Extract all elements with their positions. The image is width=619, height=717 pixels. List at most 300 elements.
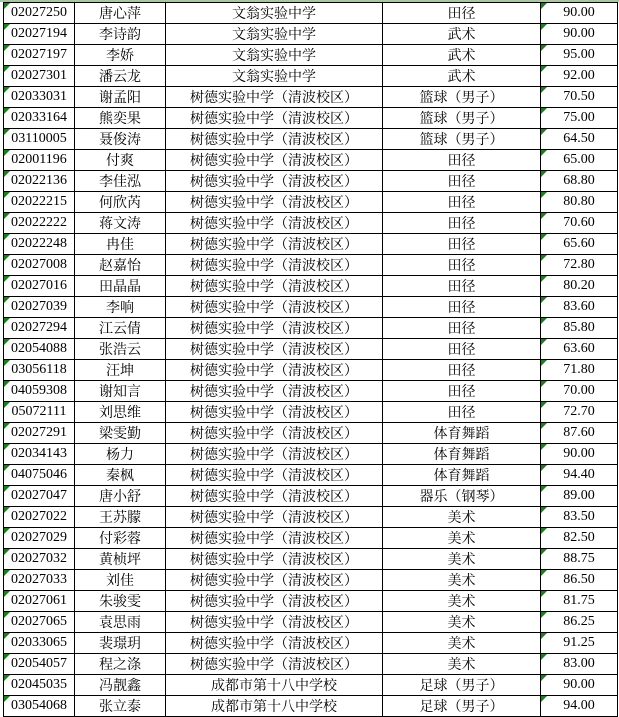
school-text: 文翁实验中学	[232, 28, 316, 43]
cell-student-name[interactable]	[75, 696, 166, 717]
cell-student-id[interactable]	[4, 444, 75, 465]
cell-score[interactable]	[541, 633, 618, 654]
table-row	[4, 150, 618, 171]
school-text: 树德实验中学（清波校区）	[190, 490, 358, 505]
results-table	[3, 2, 618, 717]
category-text: 田径	[447, 196, 476, 211]
cell-school[interactable]	[166, 633, 383, 654]
school-text: 树德实验中学（清波校区）	[190, 511, 358, 526]
cell-score[interactable]	[541, 192, 618, 213]
cell-category[interactable]	[383, 339, 541, 360]
table-body	[4, 3, 618, 717]
table-row	[4, 129, 618, 150]
table-row	[4, 423, 618, 444]
cell-student-name[interactable]	[75, 276, 166, 297]
cell-score[interactable]	[541, 423, 618, 444]
student-name-text: 唐心萍	[99, 7, 141, 22]
cell-student-name[interactable]	[75, 402, 166, 423]
student-name-text: 付爽	[106, 154, 134, 169]
cell-category[interactable]	[383, 150, 541, 171]
cell-school[interactable]	[166, 528, 383, 549]
category-text: 田径	[447, 154, 476, 169]
cell-student-id[interactable]	[4, 24, 75, 45]
cell-score[interactable]	[541, 276, 618, 297]
number-stored-as-text-indicator-icon	[4, 381, 10, 387]
cell-student-id[interactable]	[4, 654, 75, 675]
cell-school[interactable]	[166, 150, 383, 171]
number-stored-as-text-indicator-icon	[541, 45, 547, 51]
cell-score[interactable]	[541, 129, 618, 150]
cell-student-id[interactable]	[4, 66, 75, 87]
category-text: 美术	[447, 595, 476, 610]
score-text: 72.80	[563, 257, 595, 272]
student-name-text: 梁雯勤	[99, 427, 141, 442]
cell-school[interactable]	[166, 402, 383, 423]
cell-student-id[interactable]	[4, 402, 75, 423]
cell-school[interactable]	[166, 423, 383, 444]
score-text: 65.00	[563, 152, 595, 167]
cell-category[interactable]	[383, 360, 541, 381]
cell-student-id[interactable]	[4, 696, 75, 717]
number-stored-as-text-indicator-icon	[4, 213, 10, 219]
cell-student-name[interactable]	[75, 150, 166, 171]
cell-category[interactable]	[383, 570, 541, 591]
category-text: 武术	[447, 70, 476, 85]
student-name-text: 裴璟玥	[99, 637, 141, 652]
cell-student-name[interactable]	[75, 192, 166, 213]
cell-category[interactable]	[383, 549, 541, 570]
score-text: 63.60	[563, 341, 595, 356]
cell-school[interactable]	[166, 24, 383, 45]
student-id-text: 03110005	[11, 131, 67, 146]
cell-score[interactable]	[541, 528, 618, 549]
cell-score[interactable]	[541, 171, 618, 192]
cell-school[interactable]	[166, 339, 383, 360]
number-stored-as-text-indicator-icon	[4, 507, 10, 513]
cell-student-id[interactable]	[4, 87, 75, 108]
cell-score[interactable]	[541, 381, 618, 402]
cell-score[interactable]	[541, 612, 618, 633]
cell-category[interactable]	[383, 24, 541, 45]
student-id-text: 02027033	[11, 572, 67, 587]
cell-student-id[interactable]	[4, 318, 75, 339]
cell-school[interactable]	[166, 570, 383, 591]
cell-student-id[interactable]	[4, 45, 75, 66]
cell-student-id[interactable]	[4, 297, 75, 318]
cell-category[interactable]	[383, 234, 541, 255]
student-name-text: 汪坤	[106, 364, 134, 379]
number-stored-as-text-indicator-icon	[4, 339, 10, 345]
category-text: 美术	[447, 637, 476, 652]
number-stored-as-text-indicator-icon	[4, 66, 10, 72]
cell-category[interactable]	[383, 612, 541, 633]
cell-score[interactable]	[541, 24, 618, 45]
cell-category[interactable]	[383, 129, 541, 150]
cell-school[interactable]	[166, 654, 383, 675]
cell-student-name[interactable]	[75, 654, 166, 675]
number-stored-as-text-indicator-icon	[4, 276, 10, 282]
cell-category[interactable]	[383, 108, 541, 129]
cell-score[interactable]	[541, 360, 618, 381]
cell-school[interactable]	[166, 612, 383, 633]
cell-student-name[interactable]	[75, 45, 166, 66]
cell-student-name[interactable]	[75, 171, 166, 192]
student-id-text: 02022222	[11, 215, 67, 230]
cell-school[interactable]	[166, 87, 383, 108]
school-text: 树德实验中学（清波校区）	[190, 658, 358, 673]
school-text: 树德实验中学（清波校区）	[190, 196, 358, 211]
cell-category[interactable]	[383, 423, 541, 444]
school-text: 树德实验中学（清波校区）	[190, 112, 358, 127]
cell-student-id[interactable]	[4, 234, 75, 255]
school-text: 树德实验中学（清波校区）	[190, 343, 358, 358]
number-stored-as-text-indicator-icon	[4, 549, 10, 555]
cell-student-id[interactable]	[4, 150, 75, 171]
cell-student-id[interactable]	[4, 360, 75, 381]
score-text: 64.50	[563, 131, 595, 146]
cell-school[interactable]	[166, 591, 383, 612]
number-stored-as-text-indicator-icon	[4, 486, 10, 492]
cell-school[interactable]	[166, 696, 383, 717]
cell-category[interactable]	[383, 66, 541, 87]
category-text: 田径	[447, 406, 476, 421]
score-text: 68.80	[563, 173, 595, 188]
cell-school[interactable]	[166, 213, 383, 234]
number-stored-as-text-indicator-icon	[4, 234, 10, 240]
cell-student-name[interactable]	[75, 381, 166, 402]
cell-category[interactable]	[383, 318, 541, 339]
number-stored-as-text-indicator-icon	[541, 549, 547, 555]
number-stored-as-text-indicator-icon	[4, 675, 10, 681]
table-row	[4, 45, 618, 66]
number-stored-as-text-indicator-icon	[541, 213, 547, 219]
cell-score[interactable]	[541, 696, 618, 717]
cell-school[interactable]	[166, 465, 383, 486]
cell-school[interactable]	[166, 486, 383, 507]
student-id-text: 02027016	[11, 278, 67, 293]
number-stored-as-text-indicator-icon	[541, 465, 547, 471]
cell-student-id[interactable]	[4, 612, 75, 633]
table-row	[4, 276, 618, 297]
cell-student-name[interactable]	[75, 66, 166, 87]
cell-score[interactable]	[541, 255, 618, 276]
student-name-text: 唐小舒	[99, 490, 141, 505]
table-row	[4, 402, 618, 423]
score-text: 91.25	[563, 635, 595, 650]
student-name-text: 李响	[106, 301, 134, 316]
number-stored-as-text-indicator-icon	[541, 255, 547, 261]
cell-score[interactable]	[541, 108, 618, 129]
student-id-text: 02033065	[11, 635, 67, 650]
cell-student-name[interactable]	[75, 633, 166, 654]
score-text: 82.50	[563, 530, 595, 545]
cell-student-name[interactable]	[75, 528, 166, 549]
cell-student-name[interactable]	[75, 213, 166, 234]
score-text: 92.00	[563, 68, 595, 83]
number-stored-as-text-indicator-icon	[4, 696, 10, 702]
number-stored-as-text-indicator-icon	[4, 150, 10, 156]
table-row	[4, 318, 618, 339]
cell-student-id[interactable]	[4, 108, 75, 129]
student-name-text: 冯靓鑫	[99, 679, 141, 694]
student-id-text: 03054068	[11, 698, 67, 713]
cell-score[interactable]	[541, 465, 618, 486]
cell-school[interactable]	[166, 549, 383, 570]
cell-category[interactable]	[383, 3, 541, 24]
cell-student-name[interactable]	[75, 507, 166, 528]
score-text: 90.00	[563, 446, 595, 461]
number-stored-as-text-indicator-icon	[541, 3, 547, 9]
number-stored-as-text-indicator-icon	[4, 612, 10, 618]
table-row	[4, 675, 618, 696]
table-row	[4, 381, 618, 402]
number-stored-as-text-indicator-icon	[541, 486, 547, 492]
category-text: 美术	[447, 511, 476, 526]
student-id-text: 02027291	[11, 425, 67, 440]
category-text: 田径	[447, 217, 476, 232]
score-text: 80.20	[563, 278, 595, 293]
cell-student-id[interactable]	[4, 171, 75, 192]
number-stored-as-text-indicator-icon	[541, 108, 547, 114]
school-text: 树德实验中学（清波校区）	[190, 385, 358, 400]
student-id-text: 04059308	[11, 383, 67, 398]
cell-score[interactable]	[541, 66, 618, 87]
cell-category[interactable]	[383, 402, 541, 423]
school-text: 树德实验中学（清波校区）	[190, 91, 358, 106]
cell-category[interactable]	[383, 507, 541, 528]
category-text: 田径	[447, 322, 476, 337]
student-id-text: 02022136	[11, 173, 67, 188]
category-text: 体育舞蹈	[433, 469, 490, 484]
student-name-text: 李佳泓	[99, 175, 141, 190]
cell-category[interactable]	[383, 192, 541, 213]
cell-student-id[interactable]	[4, 381, 75, 402]
cell-category[interactable]	[383, 276, 541, 297]
cell-school[interactable]	[166, 675, 383, 696]
number-stored-as-text-indicator-icon	[4, 108, 10, 114]
number-stored-as-text-indicator-icon	[541, 297, 547, 303]
score-text: 70.60	[563, 215, 595, 230]
school-text: 成都市第十八中学校	[211, 700, 337, 715]
student-name-text: 潘云龙	[99, 70, 141, 85]
student-id-text: 02027047	[11, 488, 67, 503]
cell-student-name[interactable]	[75, 108, 166, 129]
cell-category[interactable]	[383, 255, 541, 276]
cell-student-name[interactable]	[75, 24, 166, 45]
score-text: 89.00	[563, 488, 595, 503]
cell-school[interactable]	[166, 297, 383, 318]
cell-student-id[interactable]	[4, 3, 75, 24]
school-text: 文翁实验中学	[232, 70, 316, 85]
table-row	[4, 3, 618, 24]
student-id-text: 02027197	[11, 47, 67, 62]
cell-category[interactable]	[383, 213, 541, 234]
school-text: 树德实验中学（清波校区）	[190, 322, 358, 337]
cell-student-name[interactable]	[75, 87, 166, 108]
cell-category[interactable]	[383, 654, 541, 675]
cell-student-name[interactable]	[75, 675, 166, 696]
cell-student-name[interactable]	[75, 423, 166, 444]
cell-student-id[interactable]	[4, 423, 75, 444]
cell-category[interactable]	[383, 486, 541, 507]
student-name-text: 田晶晶	[99, 280, 141, 295]
cell-student-id[interactable]	[4, 192, 75, 213]
cell-category[interactable]	[383, 87, 541, 108]
student-name-text: 刘佳	[106, 574, 134, 589]
student-id-text: 02034143	[11, 446, 67, 461]
cell-student-name[interactable]	[75, 360, 166, 381]
cell-score[interactable]	[541, 150, 618, 171]
table-row	[4, 213, 618, 234]
number-stored-as-text-indicator-icon	[4, 360, 10, 366]
number-stored-as-text-indicator-icon	[4, 591, 10, 597]
number-stored-as-text-indicator-icon	[541, 444, 547, 450]
category-text: 体育舞蹈	[433, 448, 490, 463]
number-stored-as-text-indicator-icon	[541, 675, 547, 681]
cell-school[interactable]	[166, 381, 383, 402]
number-stored-as-text-indicator-icon	[4, 423, 10, 429]
cell-category[interactable]	[383, 465, 541, 486]
category-text: 篮球（男子）	[419, 133, 504, 148]
number-stored-as-text-indicator-icon	[4, 297, 10, 303]
cell-student-name[interactable]	[75, 591, 166, 612]
cell-category[interactable]	[383, 381, 541, 402]
score-text: 94.40	[563, 467, 595, 482]
cell-student-name[interactable]	[75, 549, 166, 570]
school-text: 成都市第十八中学校	[211, 679, 337, 694]
cell-student-id[interactable]	[4, 276, 75, 297]
number-stored-as-text-indicator-icon	[541, 507, 547, 513]
cell-category[interactable]	[383, 696, 541, 717]
number-stored-as-text-indicator-icon	[4, 171, 10, 177]
table-row	[4, 591, 618, 612]
cell-score[interactable]	[541, 3, 618, 24]
student-name-text: 聂俊涛	[99, 133, 141, 148]
cell-student-name[interactable]	[75, 612, 166, 633]
cell-student-id[interactable]	[4, 486, 75, 507]
cell-score[interactable]	[541, 507, 618, 528]
cell-school[interactable]	[166, 255, 383, 276]
cell-school[interactable]	[166, 171, 383, 192]
cell-school[interactable]	[166, 129, 383, 150]
cell-category[interactable]	[383, 444, 541, 465]
cell-school[interactable]	[166, 276, 383, 297]
cell-score[interactable]	[541, 654, 618, 675]
number-stored-as-text-indicator-icon	[4, 129, 10, 135]
cell-student-name[interactable]	[75, 486, 166, 507]
cell-student-name[interactable]	[75, 318, 166, 339]
cell-category[interactable]	[383, 171, 541, 192]
cell-school[interactable]	[166, 108, 383, 129]
cell-student-name[interactable]	[75, 465, 166, 486]
cell-student-id[interactable]	[4, 507, 75, 528]
cell-school[interactable]	[166, 507, 383, 528]
number-stored-as-text-indicator-icon	[4, 633, 10, 639]
cell-school[interactable]	[166, 360, 383, 381]
score-text: 94.00	[563, 698, 595, 713]
student-name-text: 杨力	[106, 448, 134, 463]
number-stored-as-text-indicator-icon	[541, 612, 547, 618]
table-row	[4, 696, 618, 717]
cell-category[interactable]	[383, 528, 541, 549]
category-text: 田径	[447, 280, 476, 295]
number-stored-as-text-indicator-icon	[541, 339, 547, 345]
cell-category[interactable]	[383, 591, 541, 612]
category-text: 足球（男子）	[419, 679, 504, 694]
category-text: 美术	[447, 574, 476, 589]
cell-student-id[interactable]	[4, 255, 75, 276]
student-name-text: 蒋文涛	[99, 217, 141, 232]
cell-school[interactable]	[166, 192, 383, 213]
cell-student-id[interactable]	[4, 339, 75, 360]
cell-score[interactable]	[541, 486, 618, 507]
cell-student-id[interactable]	[4, 549, 75, 570]
cell-score[interactable]	[541, 318, 618, 339]
cell-category[interactable]	[383, 633, 541, 654]
cell-student-name[interactable]	[75, 255, 166, 276]
cell-category[interactable]	[383, 45, 541, 66]
category-text: 篮球（男子）	[419, 112, 504, 127]
cell-score[interactable]	[541, 675, 618, 696]
score-text: 81.75	[563, 593, 595, 608]
cell-score[interactable]	[541, 339, 618, 360]
cell-score[interactable]	[541, 591, 618, 612]
cell-student-name[interactable]	[75, 297, 166, 318]
number-stored-as-text-indicator-icon	[4, 528, 10, 534]
cell-student-name[interactable]	[75, 129, 166, 150]
cell-category[interactable]	[383, 297, 541, 318]
cell-score[interactable]	[541, 402, 618, 423]
cell-student-name[interactable]	[75, 234, 166, 255]
cell-student-id[interactable]	[4, 591, 75, 612]
category-text: 美术	[447, 553, 476, 568]
student-id-text: 02033031	[11, 89, 67, 104]
cell-score[interactable]	[541, 45, 618, 66]
cell-student-name[interactable]	[75, 3, 166, 24]
cell-score[interactable]	[541, 87, 618, 108]
cell-school[interactable]	[166, 3, 383, 24]
cell-score[interactable]	[541, 570, 618, 591]
cell-school[interactable]	[166, 234, 383, 255]
category-text: 美术	[447, 616, 476, 631]
student-id-text: 02033164	[11, 110, 67, 125]
cell-score[interactable]	[541, 234, 618, 255]
cell-category[interactable]	[383, 675, 541, 696]
cell-school[interactable]	[166, 45, 383, 66]
cell-student-id[interactable]	[4, 633, 75, 654]
cell-score[interactable]	[541, 213, 618, 234]
cell-student-id[interactable]	[4, 528, 75, 549]
student-name-text: 谢知言	[99, 385, 141, 400]
cell-student-id[interactable]	[4, 570, 75, 591]
cell-school[interactable]	[166, 318, 383, 339]
cell-score[interactable]	[541, 297, 618, 318]
cell-student-id[interactable]	[4, 213, 75, 234]
cell-school[interactable]	[166, 444, 383, 465]
cell-student-name[interactable]	[75, 444, 166, 465]
cell-score[interactable]	[541, 444, 618, 465]
cell-student-id[interactable]	[4, 129, 75, 150]
cell-school[interactable]	[166, 66, 383, 87]
student-name-text: 付彩蓉	[99, 532, 141, 547]
cell-student-id[interactable]	[4, 675, 75, 696]
cell-student-id[interactable]	[4, 465, 75, 486]
table-row	[4, 234, 618, 255]
cell-score[interactable]	[541, 549, 618, 570]
number-stored-as-text-indicator-icon	[541, 234, 547, 240]
cell-student-name[interactable]	[75, 570, 166, 591]
cell-student-name[interactable]	[75, 339, 166, 360]
